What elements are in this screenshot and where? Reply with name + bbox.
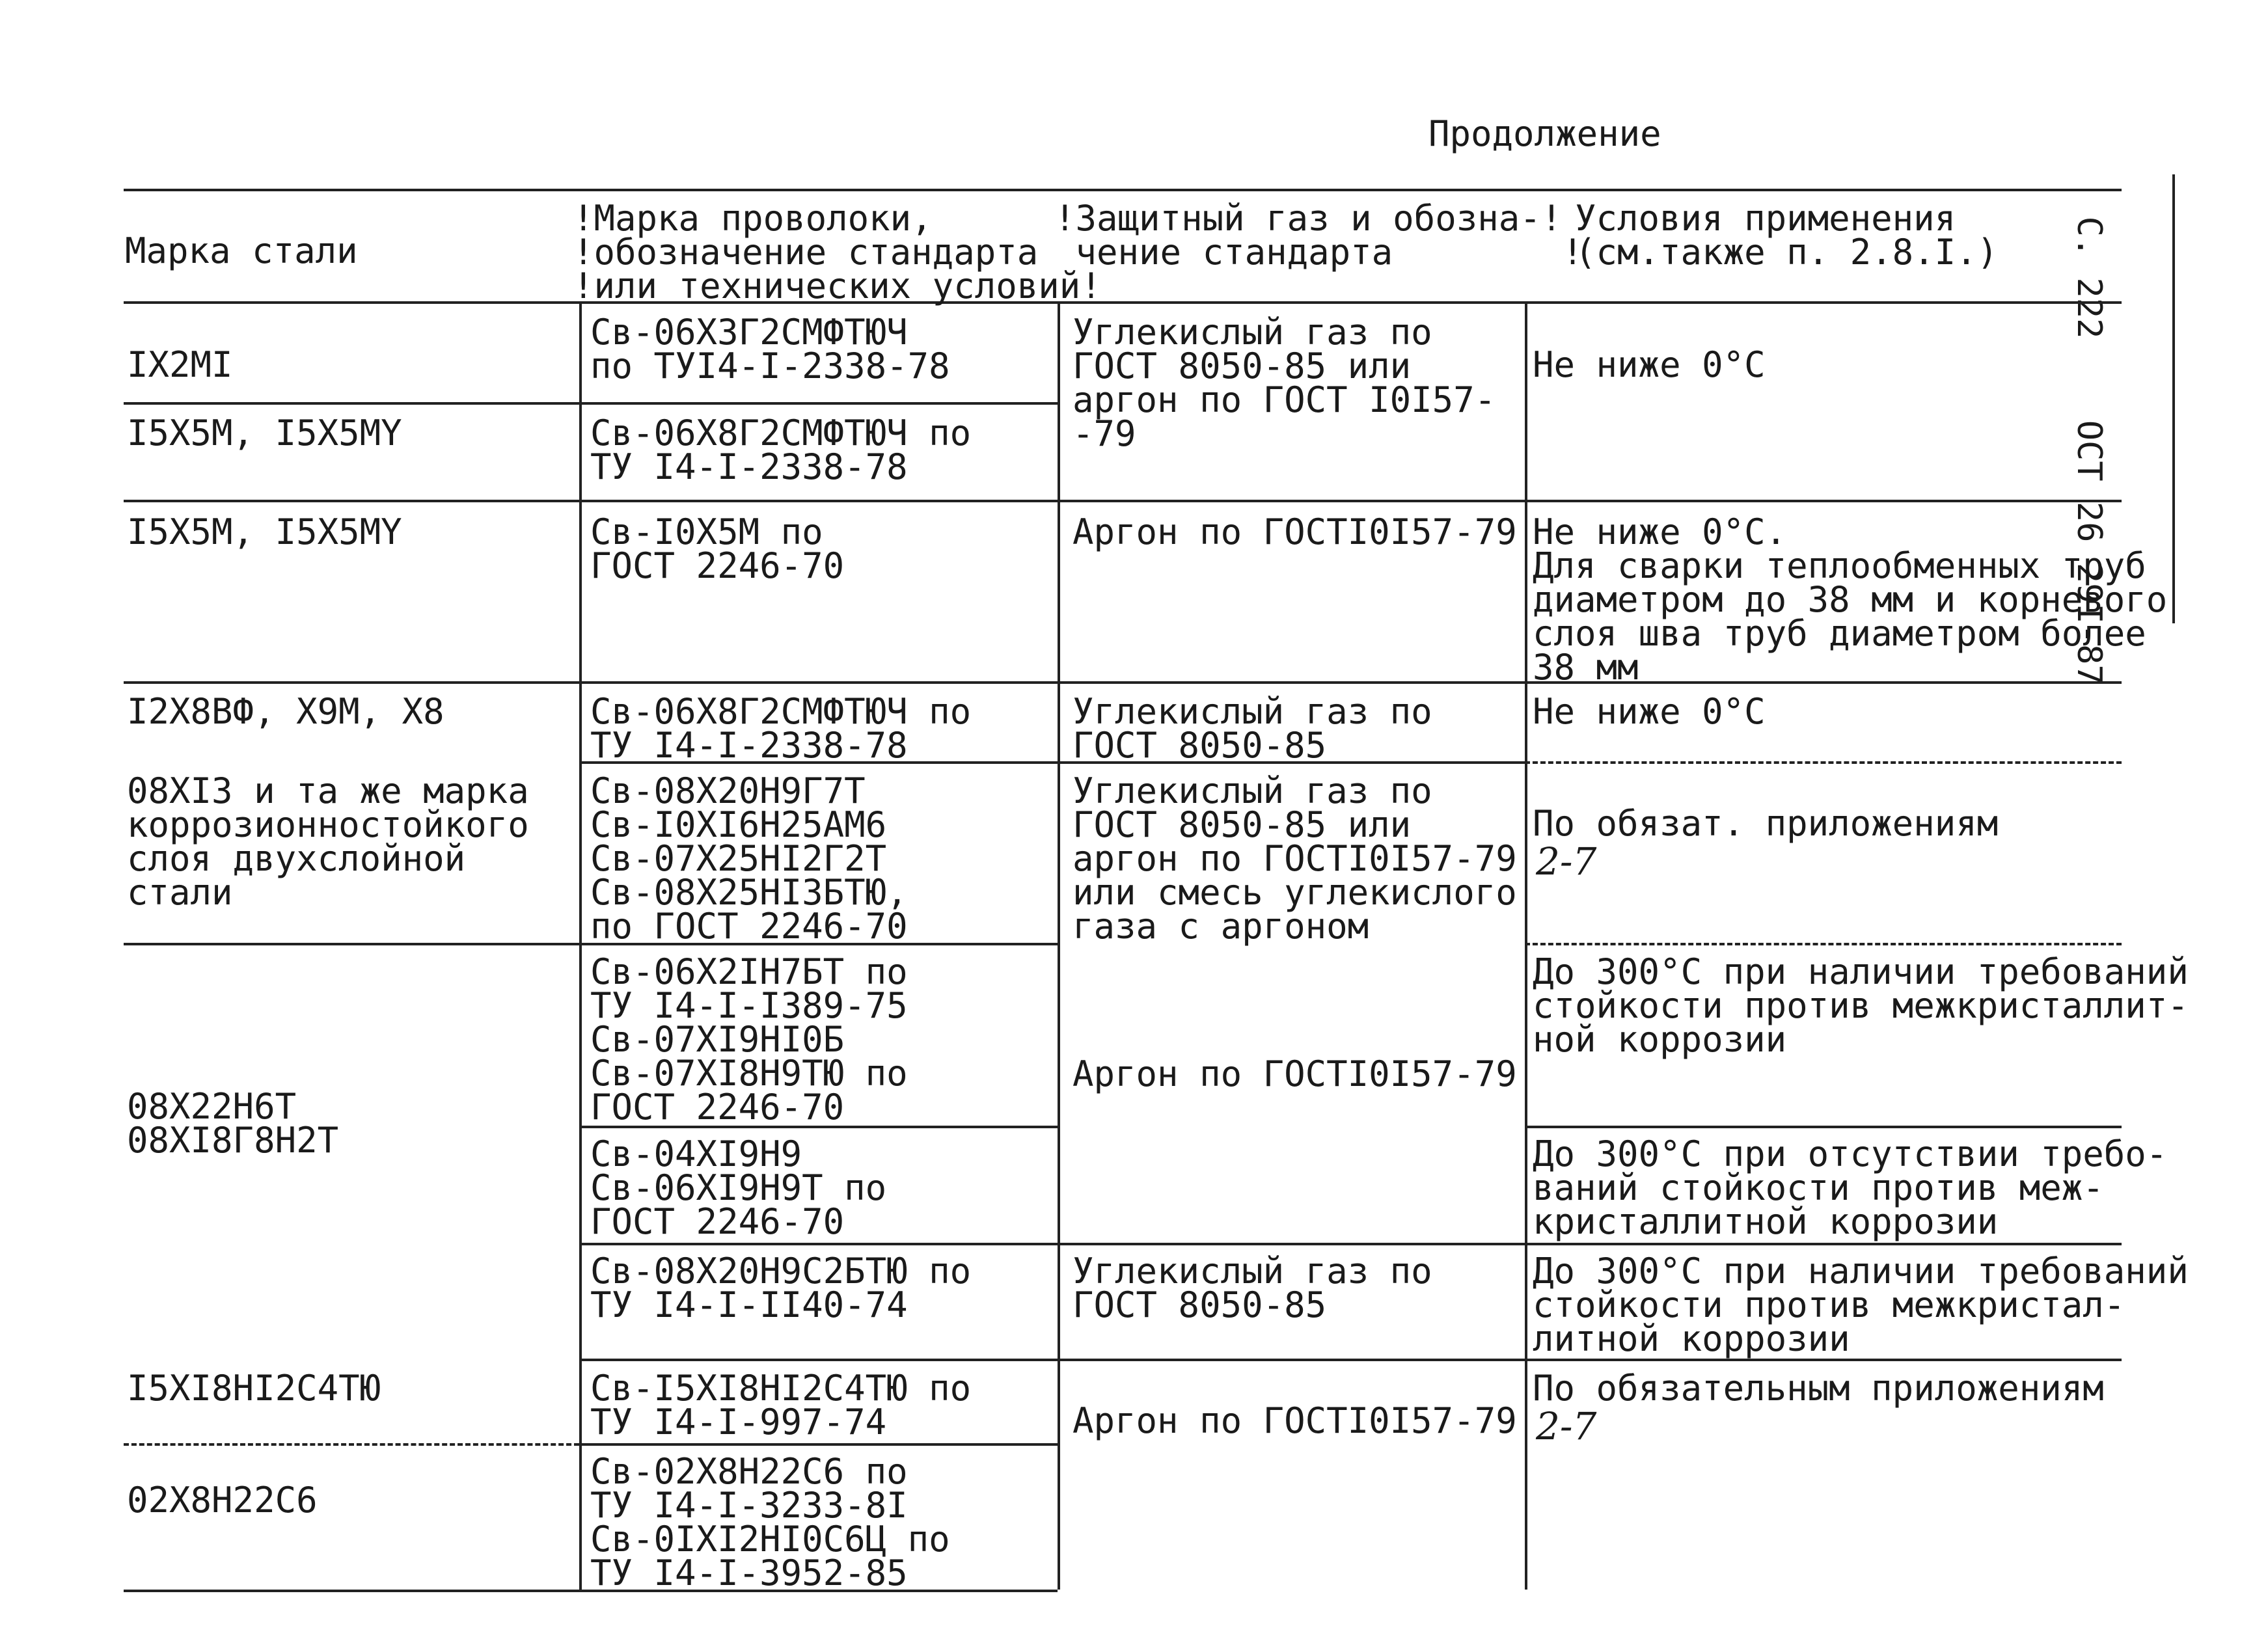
header-rule: [124, 301, 2122, 304]
cell-conditions: По обязат. приложениям: [1533, 803, 1999, 844]
row-rule: [579, 1359, 2122, 1361]
row-rule: [124, 402, 1058, 405]
page-number: С. 222: [2070, 216, 2109, 339]
cell-wire: Св-04ХI9Н9 Св-06ХI9Н9Т по ГОСТ 2246-70: [590, 1133, 887, 1242]
cell-gas: Углекислый газ по ГОСТ 8050-85 или аргон по ГОСТI0I57-79 или смесь углекислого газа с аргоном: [1073, 770, 1517, 947]
cell-gas: Углекислый газ по ГОСТ 8050-85: [1073, 1251, 1432, 1325]
cell-steel: I5X5M, I5X5MY: [127, 413, 402, 454]
cell-conditions: До 300°С при отсутствии требо- ваний стойкости против меж- кристаллитной коррозии: [1533, 1133, 2168, 1242]
row-rule-dashed: [1525, 943, 2122, 945]
cell-steel: 08X22H6T 08XI8Г8H2T: [127, 1086, 339, 1161]
cell-wire: Св-06Х8Г2СМФТЮЧ по ТУ I4-I-2338-78: [590, 691, 972, 766]
cell-gas: Аргон по ГОСТI0I57-79: [1073, 511, 1517, 552]
row-rule: [1525, 1126, 2122, 1128]
cell-steel: I2X8ВФ, Х9М, Х8: [127, 691, 444, 732]
handwritten-annex-ref: 2-7: [1536, 839, 1597, 884]
cell-wire: Св-06Х2IН7БТ по ТУ I4-I-I389-75 Св-07ХI9НI0Б Св-07ХI8Н9ТЮ по ГОСТ 2246-70: [590, 951, 908, 1128]
standard-number: ОСТ 26 29I-87: [2070, 420, 2109, 685]
header-conditions: Условия применения (см.также п. 2.8.I.): [1575, 198, 1999, 273]
cell-conditions: До 300°С при наличии требований стойкости против межкристаллит- ной коррозии: [1533, 951, 2189, 1060]
row-rule-dashed: [124, 1443, 579, 1446]
cell-conditions: Не ниже 0°С. Для сварки теплообменных труб диаметром до 38 мм и корневого слоя шва труб диаметром более 38 мм: [1533, 511, 2168, 688]
cell-steel: I5XI8HI2C4TЮ: [127, 1368, 381, 1409]
cell-steel: 02X8H22C6: [127, 1480, 318, 1521]
col-divider-2: [1058, 301, 1060, 1590]
cell-gas: Аргон по ГОСТI0I57-79: [1073, 1053, 1517, 1094]
header-wire: !Марка проволоки, !обозначение стандарта !или технических условий!: [573, 198, 1102, 306]
header-steel: Марка стали: [125, 230, 358, 271]
header-gas: !Защитный газ и обозна-! чение стандарта !: [1054, 198, 1583, 273]
cell-wire: Св-02Х8Н22С6 по ТУ I4-I-3233-8I Св-0IXI2HI0C6Ц по ТУ I4-I-3952-85: [590, 1451, 950, 1593]
cell-conditions: По обязательным приложениям: [1533, 1368, 2104, 1409]
cell-steel: 08XI3 и та же марка коррозионностойкого слоя двухслойной стали: [127, 770, 529, 913]
cell-conditions: Не ниже 0°С: [1533, 344, 1766, 385]
cell-wire: Св-08Х20Н9Г7Т Св-I0XI6H25AM6 Св-07Х25НI2Г2Т Св-08Х25НI3БТЮ, по ГОСТ 2246-70: [590, 770, 908, 947]
col-divider-3: [1525, 301, 1527, 1590]
cell-wire: Св-I5ХI8НI2С4ТЮ по ТУ I4-I-997-74: [590, 1368, 972, 1443]
col-divider-1: [579, 301, 582, 1590]
cell-gas: Аргон по ГОСТI0I57-79: [1073, 1400, 1517, 1441]
row-rule: [579, 1443, 1058, 1446]
cell-wire: Св-I0X5M по ГОСТ 2246-70: [590, 511, 845, 586]
cell-gas: Углекислый газ по ГОСТ 8050-85: [1073, 691, 1432, 766]
handwritten-annex-ref: 2-7: [1536, 1404, 1597, 1448]
continuation-label: Продолжение: [1428, 113, 1661, 154]
side-rule: [2172, 174, 2175, 623]
cell-steel: IX2MI: [127, 344, 233, 385]
row-rule: [124, 500, 2122, 502]
cell-wire: Св-08Х20Н9С2БТЮ по ТУ I4-I-II40-74: [590, 1251, 972, 1325]
top-rule: [124, 189, 2122, 191]
cell-wire: Св-06Х8Г2СМФТЮЧ по ТУ I4-I-2338-78: [590, 413, 972, 487]
cell-wire: Св-06Х3Г2СМФТЮЧ по ТУI4-I-2338-78: [590, 312, 950, 386]
cell-conditions: До 300°С при наличии требований стойкости против межкристал- литной коррозии: [1533, 1251, 2189, 1359]
cell-gas: Углекислый газ по ГОСТ 8050-85 или аргон по ГОСТ I0I57- -79: [1073, 312, 1496, 454]
row-rule: [579, 1243, 2122, 1245]
cell-steel: I5X5M, I5X5MY: [127, 511, 402, 552]
cell-conditions: Не ниже 0°С: [1533, 691, 1766, 732]
row-rule-dashed: [1525, 761, 2122, 764]
